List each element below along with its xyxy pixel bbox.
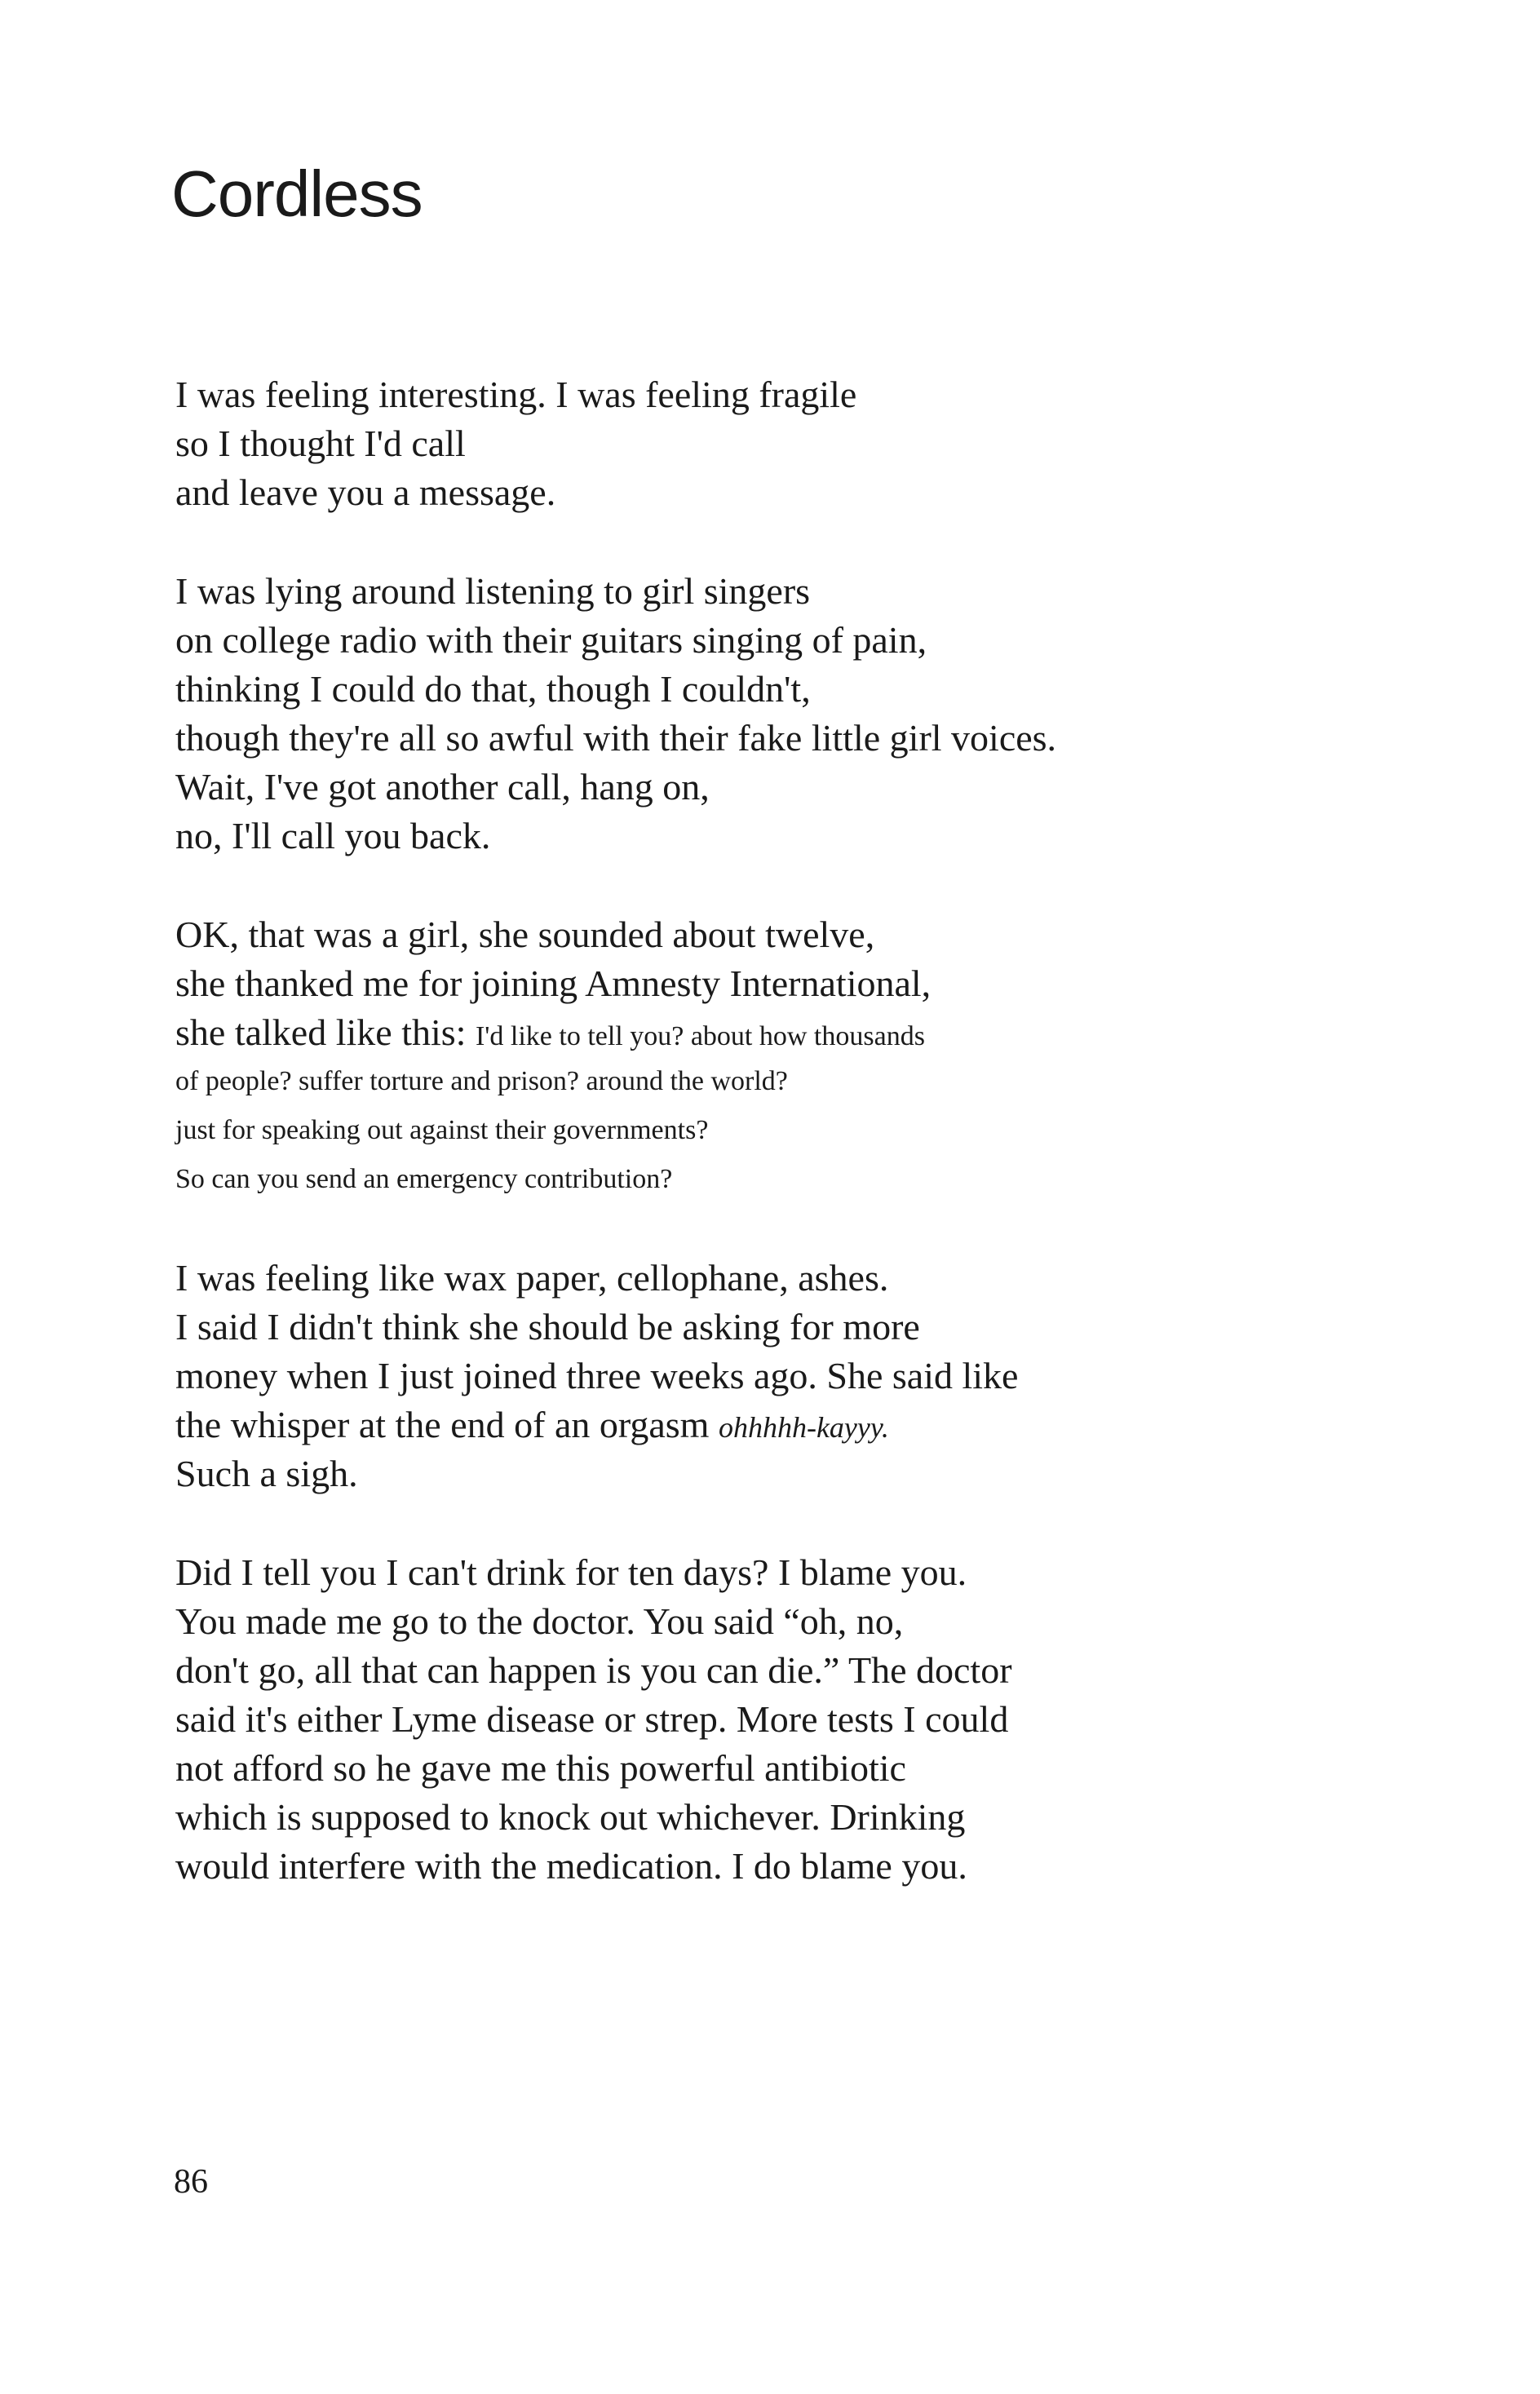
stanza-1 bbox=[175, 370, 1399, 517]
poem-line: You made me go to the doctor. You said “oh, no, bbox=[175, 1600, 904, 1642]
quoted-speech-line: of people? suffer torture and prison? around the world? bbox=[175, 1066, 788, 1096]
stanza-break bbox=[175, 1204, 1399, 1254]
poem-line-mixed bbox=[175, 1008, 1399, 1057]
quoted-speech-line: So can you send an emergency contribution? bbox=[175, 1164, 673, 1194]
poem-line: and leave you a message. bbox=[175, 471, 556, 513]
poem-line: no, I'll call you back. bbox=[175, 815, 491, 856]
poem-line: I was feeling like wax paper, cellophane, ashes. bbox=[175, 1257, 889, 1299]
poem-body bbox=[175, 370, 1399, 1891]
quoted-speech-line: just for speaking out against their governments? bbox=[175, 1115, 709, 1145]
stanza-break bbox=[175, 1498, 1399, 1548]
stanza-5 bbox=[175, 1548, 1399, 1891]
poem-line: I was lying around listening to girl singers bbox=[175, 570, 811, 612]
poem-line: I said I didn't think she should be asking for more bbox=[175, 1306, 920, 1347]
poem-line: thinking I could do that, though I couldn't, bbox=[175, 668, 811, 710]
poem-line: would interfere with the medication. I do blame you. bbox=[175, 1845, 967, 1887]
poem-line: I was feeling interesting. I was feeling fragile bbox=[175, 374, 857, 415]
poem-line: Did I tell you I can't drink for ten days? I blame you. bbox=[175, 1551, 967, 1593]
page-number: 86 bbox=[174, 2163, 208, 2201]
poem-line: so I thought I'd call bbox=[175, 423, 466, 464]
italic-sigh-text: ohhhhh-kayyy. bbox=[718, 1411, 889, 1444]
poem-line: which is supposed to knock out whichever. Drinking bbox=[175, 1796, 966, 1838]
stanza-break bbox=[175, 861, 1399, 910]
quoted-speech-text: I'd like to tell you? about how thousands bbox=[475, 1021, 925, 1051]
poem-title: Cordless bbox=[171, 157, 423, 230]
poem-line: on college radio with their guitars singing of pain, bbox=[175, 619, 927, 661]
poem-line: money when I just joined three weeks ago. She said like bbox=[175, 1355, 1019, 1396]
poem-line: though they're all so awful with their fake little girl voices. bbox=[175, 717, 1057, 759]
poem-line: Such a sigh. bbox=[175, 1453, 358, 1494]
poem-line-main-text: she talked like this: bbox=[175, 1011, 476, 1053]
poem-line-mixed bbox=[175, 1401, 1399, 1449]
poem-line: don't go, all that can happen is you can die.” The doctor bbox=[175, 1649, 1012, 1691]
stanza-3 bbox=[175, 910, 1399, 1204]
poem-line: not afford so he gave me this powerful antibiotic bbox=[175, 1747, 906, 1789]
poem-line: she thanked me for joining Amnesty International, bbox=[175, 962, 932, 1004]
stanza-2 bbox=[175, 567, 1399, 861]
poem-line: Wait, I've got another call, hang on, bbox=[175, 766, 710, 808]
poem-line: said it's either Lyme disease or strep. More tests I could bbox=[175, 1698, 1009, 1740]
poem-line-main-text: the whisper at the end of an orgasm bbox=[175, 1404, 719, 1445]
stanza-4 bbox=[175, 1254, 1399, 1498]
poem-line: OK, that was a girl, she sounded about twelve, bbox=[175, 914, 875, 955]
stanza-break bbox=[175, 517, 1399, 567]
